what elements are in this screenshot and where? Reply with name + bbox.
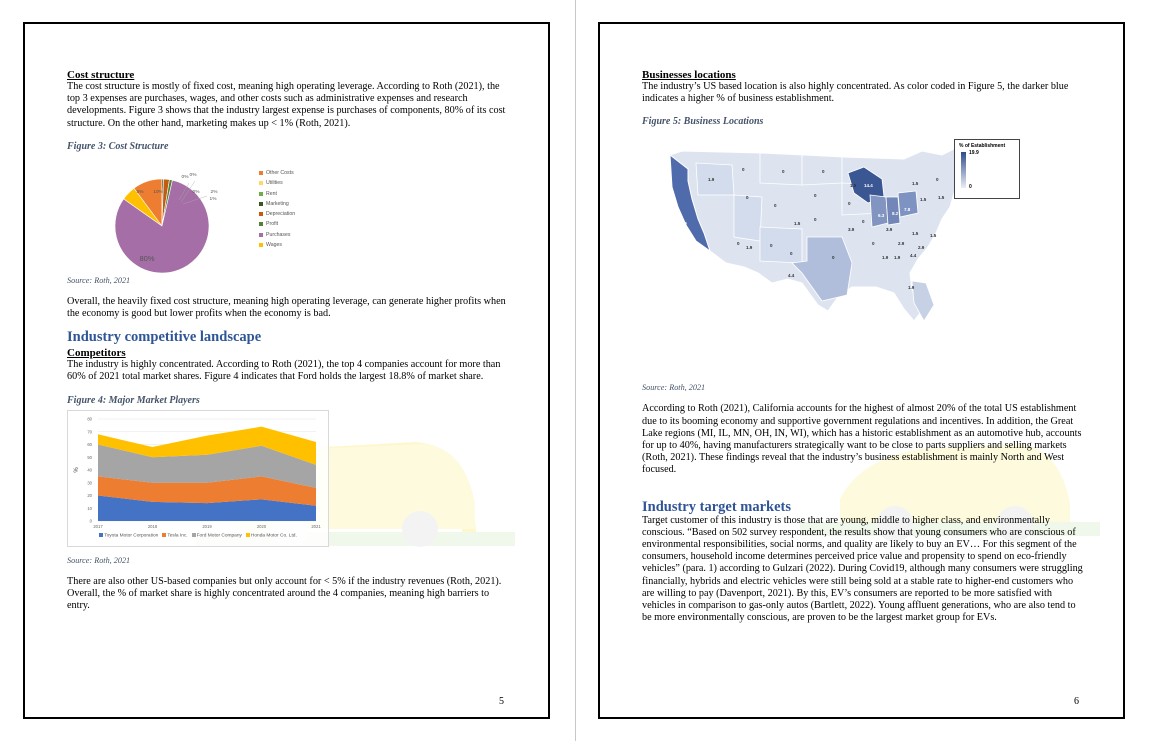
page-number: 6 bbox=[1074, 696, 1079, 707]
state-value-label: 1.5 bbox=[930, 233, 937, 239]
document-page-5 bbox=[23, 22, 550, 719]
legend-label: Purchases bbox=[266, 231, 291, 238]
legend-swatch bbox=[259, 181, 263, 185]
pie-data-label: 80% bbox=[139, 253, 155, 263]
business-locations-paragraph: The industry’s US based location is also highly concentrated. As color coded in Figure 5, the darker blue indicates a higher % of business establishment. bbox=[642, 81, 1069, 105]
area-legend-item bbox=[246, 533, 297, 538]
y-tick-label: 30 bbox=[87, 479, 92, 485]
state-value-label: 0 bbox=[814, 217, 817, 223]
y-tick-label: 0 bbox=[89, 518, 92, 524]
y-tick-label: 80 bbox=[87, 416, 92, 422]
legend-swatch bbox=[259, 233, 263, 237]
state-value-label: 0 bbox=[737, 241, 740, 247]
map-legend-title: % of Establishment bbox=[959, 143, 1006, 150]
state-value-label: 0 bbox=[746, 195, 749, 201]
market-players-area-chart bbox=[67, 410, 329, 547]
area-legend-item bbox=[99, 533, 158, 538]
legend-label: Rent bbox=[266, 190, 277, 197]
state-value-label: 0 bbox=[790, 251, 793, 257]
state-value-label: 1.5 bbox=[920, 197, 927, 203]
state-value-label: 19.9 bbox=[678, 221, 687, 227]
state-value-label: 0 bbox=[774, 203, 777, 209]
target-markets-paragraph: Target customer of this industry is those that are young, middle to higher class, and environmentally conscious. “Based on 502 survey respondent, the results show that young consumers who are conscious of environmental responsibilities, social norms, and quality are likely to buy an EV… For this segment of the consumers, household income determines perceived price value and propensity to spend on eco-friendly vehicles” (para. 1) according to Gulzari (2022). During Covid19, although many consumers were struggling financially, hybrids and electric vehicles were still being sold at a stable rate to higher-end customers who are willing to pay (Davenport, 2021). By this, EV’s consumers are reported to be more satisfied with vehicles in comparison to gas-only autos (Bartlett, 2022). Young affluent generations, who are also tend to be more environmentally conscious, are proven to be the largest market group for EVs. bbox=[642, 514, 1083, 624]
cost-structure-paragraph: The cost structure is mostly of fixed cost, meaning high operating leverage. According to Roth (2021), the top 3 expenses are purchases, wages, and other costs such as administrative expenses and research developments. Figure 3 shows that the industry largest expense is purchases of components, 80% of its cost structure. On the other hand, marketing makes up < 1% (Roth, 2021). bbox=[67, 81, 506, 129]
area-legend bbox=[68, 533, 328, 538]
cost-structure-summary: Overall, the heavily fixed cost structure, meaning high operating leverage, can generate higher profits when the economy is good but lower profits when the economy is bad. bbox=[67, 295, 506, 320]
figure-3-source: Source: Roth, 2021 bbox=[67, 275, 131, 285]
legend-swatch bbox=[162, 533, 166, 537]
pie-legend-item bbox=[259, 209, 295, 219]
area-svg bbox=[68, 411, 328, 533]
legend-swatch bbox=[259, 212, 263, 216]
state-value-label: 1.9 bbox=[894, 255, 901, 261]
legend-swatch bbox=[259, 192, 263, 196]
page-number: 5 bbox=[499, 696, 504, 707]
california-paragraph: According to Roth (2021), California accounts for the highest of almost 20% of the total US establishment due to its booming economy and supportive government regulations and incentives. In addition, the Great Lake regions (MI, IL, MN, OH, IN, WI), which has a historic establishment as an automotive hub, accounts for up to 40%, having manufacturers strategically want to be close to parts suppliers and selling markets (Roth, 2021). These findings reveal that the industry’s business establishment is mainly North and West focused. bbox=[642, 403, 1082, 476]
business-locations-heading: Businesses locations bbox=[642, 69, 736, 81]
pie-svg bbox=[67, 158, 267, 276]
business-locations-map bbox=[642, 133, 1022, 343]
x-tick-label: 2019 bbox=[202, 523, 212, 529]
y-axis-label: % bbox=[74, 466, 80, 473]
x-tick-label: 2021 bbox=[311, 523, 321, 529]
legend-label: Marketing bbox=[266, 200, 289, 207]
page-divider bbox=[575, 0, 576, 741]
pie-legend-item bbox=[259, 230, 295, 240]
state-value-label: 1.5 bbox=[912, 231, 919, 237]
state-value-label: 1.9 bbox=[882, 255, 889, 261]
state-value-label: 0 bbox=[848, 201, 851, 207]
state-value-label: 1.5 bbox=[850, 183, 857, 189]
state-value-label: 0 bbox=[822, 169, 825, 175]
state-value-label: 1.9 bbox=[746, 245, 753, 251]
state-value-label: 1.9 bbox=[908, 285, 915, 291]
legend-label: Tesla Inc. bbox=[167, 532, 188, 538]
state-value-label: 4.4 bbox=[788, 273, 795, 279]
legend-swatch bbox=[259, 243, 263, 247]
pie-legend-item bbox=[259, 199, 295, 209]
x-tick-label: 2017 bbox=[93, 523, 103, 529]
y-tick-label: 10 bbox=[87, 505, 92, 511]
state-value-label: 8.2 bbox=[892, 211, 899, 217]
pie-data-label: 1% bbox=[209, 196, 217, 202]
market-concentration-paragraph: There are also other US-based companies but only account for < 5% if the industry revenues (Roth, 2021). Overall, the % of market share is highly concentrated around the 4 companies, meaning high barriers to entry. bbox=[67, 575, 502, 612]
area-legend-item bbox=[162, 533, 187, 538]
state-value-label: 2.9 bbox=[898, 241, 905, 247]
state-value-label: 1.9 bbox=[708, 177, 715, 183]
competitors-heading: Competitors bbox=[67, 347, 126, 360]
legend-label: Ford Motor Company bbox=[196, 532, 242, 538]
state-value-label: 2.9 bbox=[918, 245, 925, 251]
pie-legend-item bbox=[259, 168, 295, 178]
state-value-label: 0 bbox=[862, 219, 865, 225]
legend-label: Other Costs bbox=[266, 169, 294, 176]
pie-data-label: 0% bbox=[189, 172, 197, 178]
y-tick-label: 50 bbox=[87, 454, 92, 460]
state-value-label: 0 bbox=[770, 243, 773, 249]
map-legend-gradient bbox=[961, 152, 966, 188]
cost-structure-pie-chart bbox=[67, 158, 327, 276]
state-value-label: 0 bbox=[832, 255, 835, 261]
pie-legend-item bbox=[259, 178, 295, 188]
state-value-label: 4.4 bbox=[910, 253, 917, 259]
pie-legend-item bbox=[259, 219, 295, 229]
x-tick-label: 2018 bbox=[147, 523, 158, 529]
legend-label: Toyota Motor Corporation bbox=[104, 532, 159, 538]
figure-3-caption: Figure 3: Cost Structure bbox=[67, 140, 169, 152]
pie-legend bbox=[259, 168, 295, 250]
legend-swatch bbox=[259, 222, 263, 226]
state-value-label: 0 bbox=[936, 177, 939, 183]
state-value-label: 0 bbox=[742, 167, 745, 173]
figure-4-source: Source: Roth, 2021 bbox=[67, 555, 131, 565]
legend-label: Honda Motor Co. Ltd. bbox=[250, 532, 297, 538]
legend-label: Utilities bbox=[266, 180, 283, 187]
legend-swatch bbox=[259, 202, 263, 206]
pie-legend-item bbox=[259, 188, 295, 198]
map-legend bbox=[954, 139, 1020, 199]
area-legend-item bbox=[192, 533, 242, 538]
x-tick-label: 2020 bbox=[256, 523, 267, 529]
pie-legend-item bbox=[259, 240, 295, 250]
cost-structure-heading: Cost structure bbox=[67, 69, 135, 81]
state-value-label: 7.8 bbox=[904, 207, 911, 213]
state-value-label: 6.3 bbox=[878, 213, 885, 219]
figure-4-caption: Figure 4: Major Market Players bbox=[67, 394, 200, 406]
state-value-label: 3.9 bbox=[886, 227, 893, 233]
y-tick-label: 70 bbox=[87, 428, 92, 434]
pie-data-label: 2% bbox=[210, 189, 218, 195]
figure-5-source: Source: Roth, 2021 bbox=[642, 383, 706, 393]
competitors-paragraph: The industry is highly concentrated. According to Roth (2021), the top 4 companies account for more than 60% of 2021 total market shares. Figure 4 indicates that Ford holds the largest 18.8% of market share. bbox=[67, 359, 501, 383]
target-markets-heading: Industry target markets bbox=[642, 498, 792, 515]
pie-data-label: 10% bbox=[153, 189, 163, 195]
state-value-label: 1.5 bbox=[912, 181, 919, 187]
legend-label: Profit bbox=[266, 221, 279, 228]
state-value-label: 0 bbox=[814, 193, 817, 199]
state-value-label: 3.9 bbox=[848, 227, 855, 233]
document-page-6 bbox=[598, 22, 1125, 719]
legend-label: Depreciation bbox=[266, 211, 296, 218]
map-legend-min: 0 bbox=[969, 184, 972, 191]
state-value-label: 0 bbox=[872, 241, 875, 247]
map-legend-max: 19.9 bbox=[969, 150, 979, 157]
state-value-label: 1.5 bbox=[794, 221, 801, 227]
pie-data-label: 0% bbox=[192, 189, 200, 195]
state-value-label: 1.5 bbox=[938, 195, 945, 201]
legend-label: Wages bbox=[266, 242, 282, 249]
pie-data-label: 5% bbox=[136, 189, 144, 195]
pie-data-label: 0% bbox=[181, 174, 189, 180]
y-tick-label: 40 bbox=[87, 467, 92, 473]
legend-swatch bbox=[99, 533, 103, 537]
legend-swatch bbox=[192, 533, 196, 537]
figure-5-caption: Figure 5: Business Locations bbox=[642, 116, 764, 128]
y-tick-label: 20 bbox=[87, 492, 92, 498]
competitive-landscape-heading: Industry competitive landscape bbox=[67, 329, 262, 346]
state-value-label: 0 bbox=[782, 169, 785, 175]
legend-swatch bbox=[246, 533, 250, 537]
state-value-label: 14.4 bbox=[864, 183, 873, 189]
y-tick-label: 60 bbox=[87, 441, 92, 447]
legend-swatch bbox=[259, 171, 263, 175]
